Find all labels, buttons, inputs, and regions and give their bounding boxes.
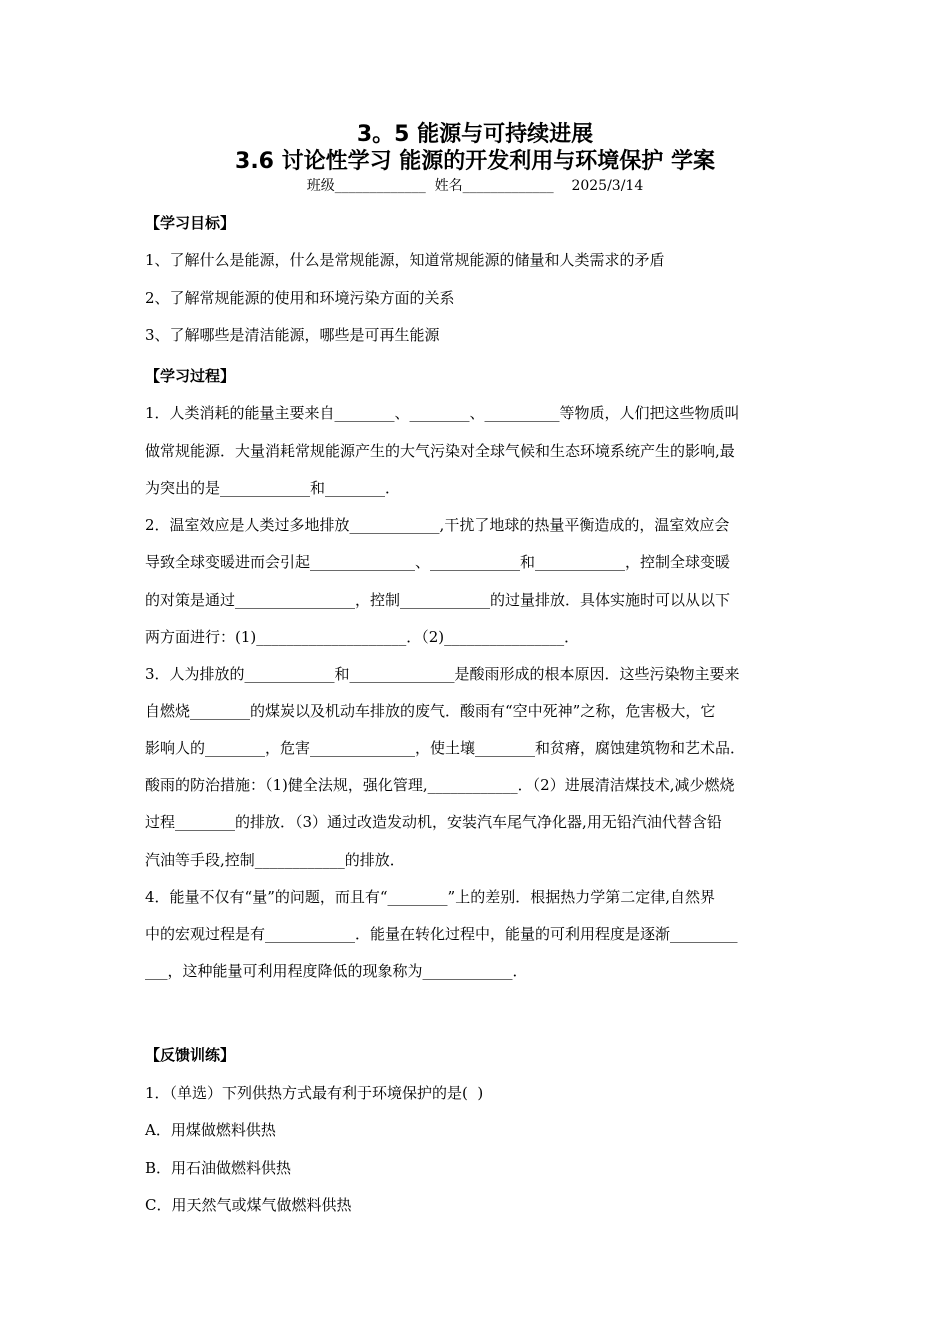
process-line: 自燃烧________的煤炭以及机动车排放的废气．酸雨有“空中死神”之称，危害极大，它 — [145, 702, 716, 720]
title-line-1: 3。5 能源与可持续进展 — [356, 122, 594, 147]
goal-item: 1、了解什么是能源，什么是常规能源，知道常规能源的储量和人类需求的矛盾 — [145, 251, 665, 269]
process-line: 的对策是通过________________，控制____________的过量排放．具体实施时可以从以下 — [145, 591, 731, 609]
process-line: 酸雨的防治措施：（1)健全法规，强化管理,____________．（2）进展清洁煤技术,减少燃烧 — [145, 776, 735, 794]
process-line: 4．能量不仅有“量”的问题，而且有“________”上的差别．根据热力学第二定律,自然界 — [145, 888, 715, 906]
process-line: 过程________的排放．（3）通过改造发动机，安装汽车尾气净化器,用无铅汽油代替含铅 — [145, 813, 722, 831]
process-line: ___，这种能量可利用程度降低的现象称为____________． — [145, 962, 528, 980]
process-line: 影响人的________，危害______________，使土壤________和贫瘠，腐蚀建筑物和艺术品． — [145, 739, 746, 757]
feedback-heading: 【反馈训练】 — [145, 1046, 236, 1064]
title-line-2: 3.6 讨论性学习 能源的开发利用与环境保护 学案 — [235, 149, 715, 174]
goal-item: 3、了解哪些是清洁能源，哪些是可再生能源 — [145, 326, 440, 344]
option-c: C．用天然气或煤气做燃料供热 — [145, 1196, 352, 1214]
option-a: A．用煤做燃料供热 — [145, 1121, 276, 1139]
process-heading: 【学习过程】 — [145, 367, 236, 385]
question-stem: 1．（单选）下列供热方式最有利于环境保护的是( ) — [145, 1084, 484, 1102]
process-line: 中的宏观过程是有____________．能量在转化过程中，能量的可利用程度是逐渐_________ — [145, 925, 738, 943]
process-line: 导致全球变暖进而会引起______________、____________和____________，控制全球变暖 — [145, 553, 731, 571]
process-line: 汽油等手段,控制____________的排放． — [145, 851, 405, 869]
goals-heading: 【学习目标】 — [145, 214, 236, 232]
process-line: 做常规能源．大量消耗常规能源产生的大气污染对全球气候和生态环境系统产生的影响,最 — [145, 442, 735, 460]
process-line: 3．人为排放的____________和______________是酸雨形成的根本原因．这些污染物主要来 — [145, 665, 740, 683]
process-line: 两方面进行：(1)____________________．（2)________________． — [145, 628, 580, 646]
class-name-date-line: 班级_____________ 姓名_____________ 2025/3/14 — [306, 178, 644, 194]
process-line: 为突出的是____________和________． — [145, 479, 401, 497]
process-line: 1．人类消耗的能量主要来自________、________、__________等物质，人们把这些物质叫 — [145, 404, 740, 422]
option-b: B．用石油做燃料供热 — [145, 1159, 292, 1177]
process-line: 2．温室效应是人类过多地排放____________,干扰了地球的热量平衡造成的，温室效应会 — [145, 516, 730, 534]
goal-item: 2、了解常规能源的使用和环境污染方面的关系 — [145, 289, 455, 307]
